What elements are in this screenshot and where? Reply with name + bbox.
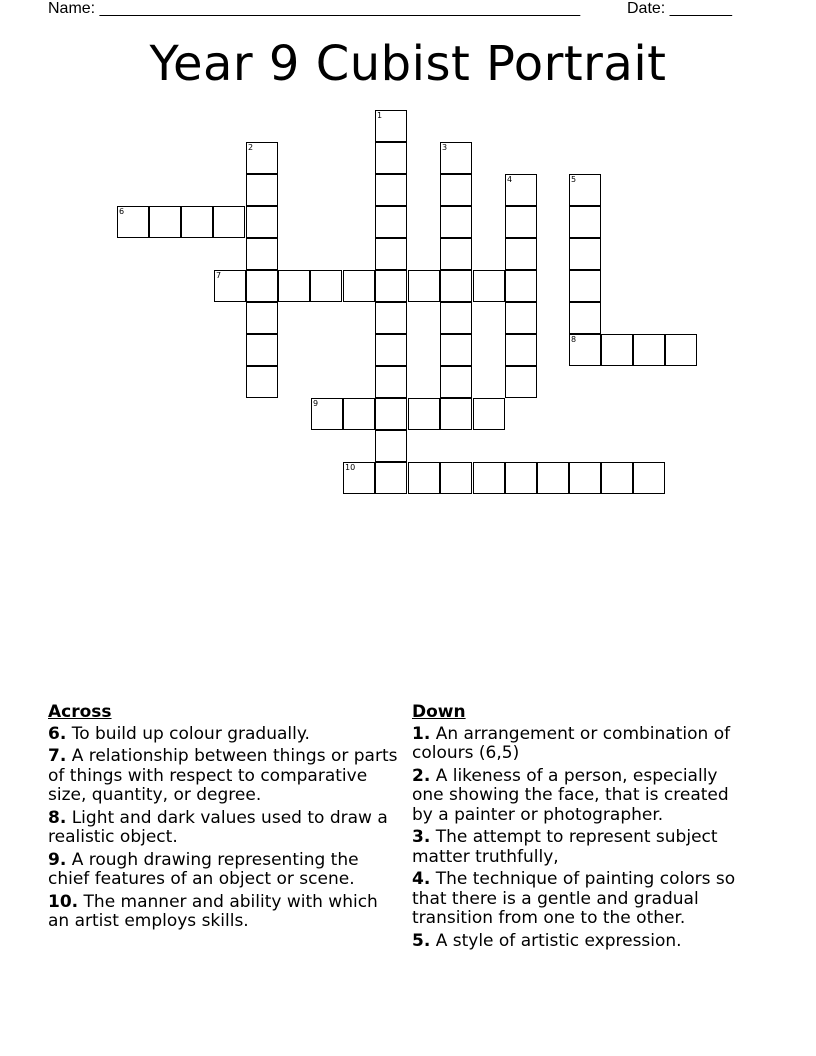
- date-field-label[interactable]: Date: _______: [627, 0, 732, 17]
- grid-cell[interactable]: [375, 174, 407, 206]
- grid-cell[interactable]: [149, 206, 181, 238]
- clue-num: 5.: [412, 930, 431, 951]
- clue-text: A style of artistic expression.: [435, 930, 682, 951]
- grid-cell[interactable]: [473, 462, 505, 494]
- clue-text: The attempt to represent subject matter truthfully,: [412, 827, 718, 867]
- grid-cell[interactable]: [375, 142, 407, 174]
- across-heading: Across: [48, 702, 112, 722]
- grid-cell[interactable]: [408, 270, 440, 302]
- grid-cell[interactable]: [505, 302, 537, 334]
- grid-cell[interactable]: [440, 302, 472, 334]
- grid-cell[interactable]: [569, 238, 601, 270]
- grid-cell[interactable]: [601, 334, 633, 366]
- grid-cell[interactable]: [440, 142, 472, 174]
- clue-number: 10: [345, 463, 356, 472]
- clue-across-10: [48, 893, 400, 932]
- grid-cell[interactable]: [569, 462, 601, 494]
- clue-text: The manner and ability with which an artist employs skills.: [48, 891, 378, 931]
- grid-cell[interactable]: [569, 302, 601, 334]
- grid-cell[interactable]: [246, 366, 278, 398]
- grid-cell[interactable]: [569, 334, 601, 366]
- grid-cell[interactable]: [633, 334, 665, 366]
- across-clues: [48, 703, 400, 935]
- grid-cell[interactable]: [214, 270, 246, 302]
- grid-cell[interactable]: [440, 398, 472, 430]
- grid-cell[interactable]: [246, 142, 278, 174]
- grid-cell[interactable]: [311, 398, 343, 430]
- clue-number: 2: [248, 143, 254, 152]
- grid-cell[interactable]: [375, 270, 407, 302]
- down-heading: Down: [412, 702, 466, 722]
- clue-number: 7: [216, 271, 222, 280]
- page-title: Year 9 Cubist Portrait: [149, 36, 667, 92]
- clue-number: 6: [119, 207, 125, 216]
- clue-num: 4.: [412, 869, 431, 889]
- grid-cell[interactable]: [375, 366, 407, 398]
- grid-cell[interactable]: [213, 206, 245, 238]
- clue-num: 2.: [412, 765, 431, 786]
- clue-number: 5: [571, 175, 577, 184]
- grid-cell[interactable]: [278, 270, 310, 302]
- grid-cell[interactable]: [181, 206, 213, 238]
- grid-cell[interactable]: [505, 366, 537, 398]
- clue-text: To build up colour gradually.: [71, 723, 310, 744]
- clue-text: Light and dark values used to draw a realistic object.: [48, 807, 388, 847]
- clue-down-2: [412, 767, 752, 826]
- clue-num: 6.: [48, 723, 67, 744]
- grid-cell[interactable]: [375, 206, 407, 238]
- grid-cell[interactable]: [505, 174, 537, 206]
- clue-num: 7.: [48, 746, 67, 766]
- grid-cell[interactable]: [505, 462, 537, 494]
- grid-cell[interactable]: [440, 462, 472, 494]
- grid-cell[interactable]: [408, 462, 440, 494]
- grid-cell[interactable]: [343, 270, 375, 302]
- grid-cell[interactable]: [117, 206, 149, 238]
- clue-num: 1.: [412, 723, 431, 744]
- grid-cell[interactable]: [343, 462, 375, 494]
- name-field-label[interactable]: Name: ______________________________________________________: [48, 0, 581, 17]
- grid-cell[interactable]: [473, 270, 505, 302]
- clue-number: 1: [377, 111, 383, 120]
- grid-cell[interactable]: [505, 238, 537, 270]
- grid-cell[interactable]: [601, 462, 633, 494]
- clue-num: 10.: [48, 891, 79, 912]
- grid-cell[interactable]: [246, 206, 278, 238]
- grid-cell[interactable]: [665, 334, 697, 366]
- grid-cell[interactable]: [505, 270, 537, 302]
- grid-cell[interactable]: [246, 270, 278, 302]
- grid-cell[interactable]: [633, 462, 665, 494]
- clue-across-7: [48, 747, 400, 806]
- grid-cell[interactable]: [246, 174, 278, 206]
- clue-text: A likeness of a person, especially one showing the face, that is created by a painter or photographer.: [412, 765, 729, 825]
- grid-cell[interactable]: [440, 334, 472, 366]
- clue-text: A rough drawing representing the chief features of an object or scene.: [48, 849, 359, 889]
- grid-cell[interactable]: [246, 238, 278, 270]
- grid-cell[interactable]: [246, 302, 278, 334]
- grid-cell[interactable]: [440, 206, 472, 238]
- clue-number: 4: [507, 175, 513, 184]
- clue-text: A relationship between things or parts of things with respect to comparative size, quantity, or degree.: [48, 746, 398, 805]
- grid-cell[interactable]: [246, 334, 278, 366]
- grid-cell[interactable]: [537, 462, 569, 494]
- clue-num: 9.: [48, 849, 67, 870]
- clue-text: The technique of painting colors so that there is a gentle and gradual transition from one to the other.: [412, 869, 736, 928]
- clue-across-6: [48, 725, 400, 745]
- down-clues: [412, 703, 752, 954]
- clue-number: 9: [313, 399, 319, 408]
- clue-number: 3: [442, 143, 448, 152]
- grid-cell[interactable]: [440, 270, 472, 302]
- grid-cell[interactable]: [505, 334, 537, 366]
- grid-cell[interactable]: [310, 270, 342, 302]
- clue-down-5: [412, 932, 752, 952]
- grid-cell[interactable]: [440, 366, 472, 398]
- clue-down-3: [412, 828, 752, 867]
- grid-cell[interactable]: [569, 174, 601, 206]
- grid-cell[interactable]: [375, 430, 407, 462]
- clue-text: An arrangement or combination of colours (6,5): [412, 723, 731, 763]
- grid-cell[interactable]: [505, 206, 537, 238]
- grid-cell[interactable]: [375, 462, 407, 494]
- clue-num: 3.: [412, 827, 431, 847]
- grid-cell[interactable]: [375, 238, 407, 270]
- clue-across-9: [48, 851, 400, 890]
- grid-cell[interactable]: [440, 238, 472, 270]
- clue-num: 8.: [48, 807, 67, 828]
- clue-number: 8: [571, 335, 577, 344]
- grid-cell[interactable]: [375, 334, 407, 366]
- grid-cell[interactable]: [569, 206, 601, 238]
- clue-down-1: [412, 725, 752, 764]
- clue-across-8: [48, 809, 400, 848]
- grid-cell[interactable]: [375, 398, 407, 430]
- grid-cell[interactable]: [473, 398, 505, 430]
- clue-down-4: [412, 870, 752, 929]
- grid-cell[interactable]: [408, 398, 440, 430]
- grid-cell[interactable]: [375, 110, 407, 142]
- grid-cell[interactable]: [375, 302, 407, 334]
- grid-cell[interactable]: [569, 270, 601, 302]
- grid-cell[interactable]: [343, 398, 375, 430]
- grid-cell[interactable]: [440, 174, 472, 206]
